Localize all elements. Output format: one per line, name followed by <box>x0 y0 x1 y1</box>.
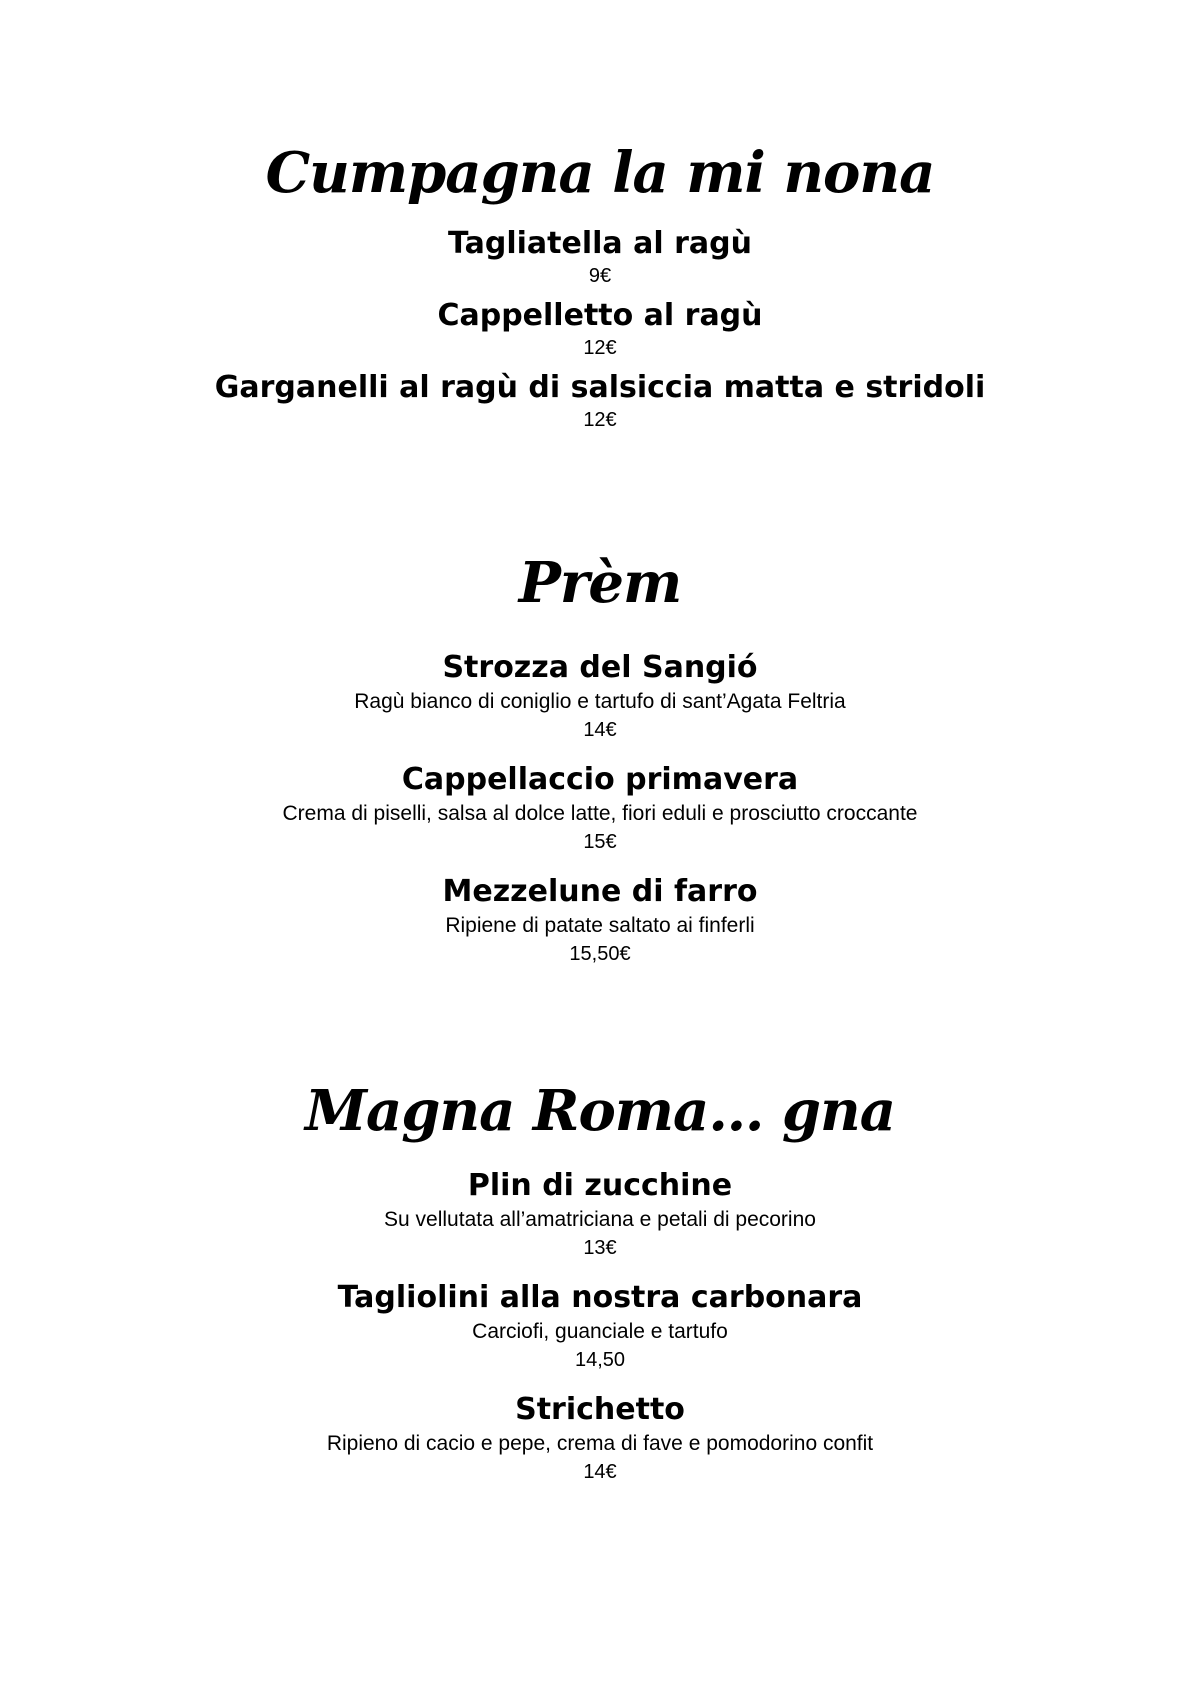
dish-name: Garganelli al ragù di salsiccia matta e stridoli <box>214 370 986 405</box>
dish-price: 12€ <box>583 409 617 431</box>
dish-price: 14,50 <box>574 1349 626 1371</box>
dish-name: Plin di zucchine <box>467 1168 733 1203</box>
dish-description: Ripieno di cacio e pepe, crema di fave e pomodorino confit <box>326 1432 874 1455</box>
dish-description: Ragù bianco di coniglio e tartufo di sant’Agata Feltria <box>354 690 846 713</box>
section-title: Cumpagna la mi nona <box>265 140 935 206</box>
menu-section-prem <box>0 548 1200 984</box>
dish-description: Ripiene di patate saltato ai finferli <box>445 914 755 937</box>
dish-description: Carciofi, guanciale e tartufo <box>472 1320 728 1343</box>
dish-item <box>0 1166 1200 1262</box>
dish-item <box>0 648 1200 744</box>
menu-section-magna-romagna <box>0 1076 1200 1502</box>
section-title: Magna Roma… gna <box>304 1078 895 1144</box>
dish-price: 14€ <box>583 1461 617 1483</box>
dish-item <box>0 368 1200 432</box>
dish-price: 12€ <box>583 337 617 359</box>
dish-description: Su vellutata all’amatriciana e petali di pecorino <box>384 1208 816 1231</box>
dish-description: Crema di piselli, salsa al dolce latte, fiori eduli e prosciutto croccante <box>282 802 918 825</box>
dish-name: Tagliatella al ragù <box>448 226 752 261</box>
dish-name: Tagliolini alla nostra carbonara <box>337 1280 863 1315</box>
dish-price: 9€ <box>588 265 612 287</box>
section-title: Prèm <box>518 550 682 616</box>
dish-price: 15,50€ <box>569 943 631 965</box>
dish-price: 13€ <box>583 1237 617 1259</box>
dish-item <box>0 224 1200 288</box>
dish-item <box>0 1390 1200 1486</box>
dish-item <box>0 1278 1200 1374</box>
dish-name: Mezzelune di farro <box>442 874 758 909</box>
dish-price: 14€ <box>583 719 617 741</box>
dish-item <box>0 872 1200 968</box>
dish-name: Cappelletto al ragù <box>437 298 763 333</box>
dish-price: 15€ <box>583 831 617 853</box>
dish-item <box>0 760 1200 856</box>
dish-name: Strichetto <box>515 1392 685 1427</box>
menu-section-cumpagna <box>0 138 1200 440</box>
dish-name: Strozza del Sangió <box>442 650 758 685</box>
dish-item <box>0 296 1200 360</box>
dish-name: Cappellaccio primavera <box>401 762 799 797</box>
